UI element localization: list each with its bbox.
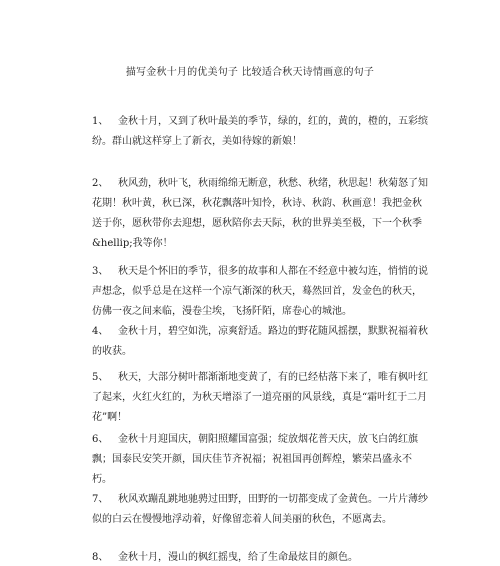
paragraph-3 [92,262,430,322]
paragraph-number: 4、 [92,326,109,337]
paragraph-8 [92,548,430,566]
paragraph-text: 秋天，大部分树叶都渐渐地变黄了，有的已经枯落下来了，唯有枫叶红了起来，火红火红的，为秋天增添了一道亮丽的风景线，真是“霜叶红于二月花”啊！ [92,372,428,423]
paragraph-2 [92,174,430,254]
paragraph-text: 金秋十月，碧空如洗，凉爽舒适。路边的野花随风摇摆，默默祝福着秋的收获。 [92,326,428,357]
paragraph-number: 2、 [92,178,109,189]
paragraph-text: 金秋十月，又到了秋叶最美的季节，绿的，红的，黄的，橙的，五彩缤纷。群山就这样穿上了新衣，美如待嫁的新娘！ [92,116,428,147]
paragraph-number: 3、 [92,266,109,277]
paragraph-6 [92,430,430,490]
paragraph-text: 秋天是个怀旧的季节，很多的故事和人都在不经意中被勾连，悄悄的说声想念，似乎总是在这样一个凉气渐深的秋天，蓦然回首，发金色的秋天，仿佛一夜之间来临，漫卷尘埃，飞扬阡陌，席卷心的城池。 [92,266,428,317]
paragraph-text: 秋风劲，秋叶飞，秋雨绵绵无断意，秋愁、秋绪，秋思起！秋菊怒了知花期！秋叶黄，秋已深，秋花飘落叶知怜，秋诗、秋韵、秋画意！我把金秋送于你，愿秋带你去迎想，愿秋陪你去天际，秋的世界美至极，下一个秋季&hellip;我等你！ [92,178,428,249]
paragraph-number: 8、 [92,552,109,563]
document-title: 描写金秋十月的优美句子 比较适合秋天诗情画意的句子 [125,67,375,78]
paragraph-7 [92,490,430,530]
paragraph-text: 秋风欢蹦乱跳地驰骋过田野，田野的一切都变成了金黄色。一片片薄纱似的白云在慢慢地浮动着，好像留恋着人间美丽的秋色，不愿离去。 [92,494,428,525]
paragraph-text: 金秋十月迎国庆，朝阳照耀国富强；绽放烟花普天庆，放飞白鸽红旗飘；国泰民安笑开颜，国庆佳节齐祝福；祝祖国再创辉煌，繁荣昌盛永不朽。 [92,434,418,485]
paragraph-number: 6、 [92,434,109,445]
paragraph-number: 1、 [92,116,109,127]
paragraph-5 [92,368,430,428]
paragraph-number: 7、 [92,494,109,505]
paragraph-1 [92,112,430,152]
paragraph-4 [92,322,430,362]
paragraph-text: 金秋十月，漫山的枫红摇曳，给了生命最炫目的颜色。 [118,552,358,563]
paragraph-number: 5、 [92,372,109,383]
